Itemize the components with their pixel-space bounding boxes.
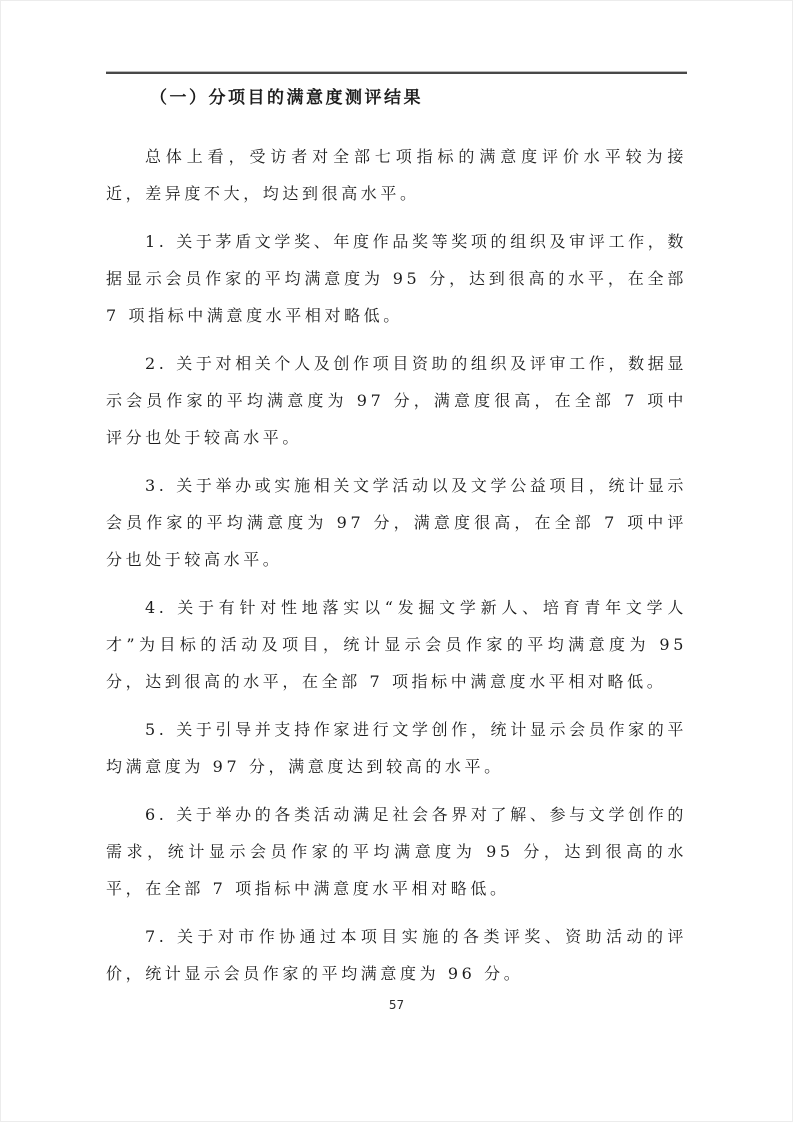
paragraph-overview: 总体上看，受访者对全部七项指标的满意度评价水平较为接近，差异度不大，均达到很高水平。 xyxy=(106,147,687,203)
page-number: 57 xyxy=(388,998,405,1012)
section-heading: （一）分项目的满意度测评结果 xyxy=(150,88,423,108)
paragraph-item-3: 3. 关于举办或实施相关文学活动以及文学公益项目，统计显示会员作家的平均满意度为 97 分，满意度很高，在全部 7 项中评分也处于较高水平。 xyxy=(106,476,687,569)
document-body xyxy=(106,80,687,1003)
header-rule xyxy=(106,71,687,74)
paragraph-item-7: 7. 关于对市作协通过本项目实施的各类评奖、资助活动的评价，统计显示会员作家的平均满意度为 96 分。 xyxy=(106,927,687,983)
paragraph-item-2: 2. 关于对相关个人及创作项目资助的组织及评审工作，数据显示会员作家的平均满意度为 97 分，满意度很高，在全部 7 项中评分也处于较高水平。 xyxy=(106,354,687,447)
paragraph-item-5: 5. 关于引导并支持作家进行文学创作，统计显示会员作家的平均满意度为 97 分，满意度达到较高的水平。 xyxy=(106,720,687,776)
paragraph-item-6: 6. 关于举办的各类活动满足社会各界对了解、参与文学创作的需求，统计显示会员作家的平均满意度为 95 分，达到很高的水平，在全部 7 项指标中满意度水平相对略低。 xyxy=(106,805,687,898)
paragraph-item-1: 1. 关于茅盾文学奖、年度作品奖等奖项的组织及审评工作，数据显示会员作家的平均满意度为 95 分，达到很高的水平，在全部 7 项指标中满意度水平相对略低。 xyxy=(106,232,687,325)
paragraph-item-4: 4. 关于有针对性地落实以“发掘文学新人、培育青年文学人才”为目标的活动及项目，统计显示会员作家的平均满意度为 95 分，达到很高的水平，在全部 7 项指标中满意度水平相对略低。 xyxy=(106,598,687,691)
